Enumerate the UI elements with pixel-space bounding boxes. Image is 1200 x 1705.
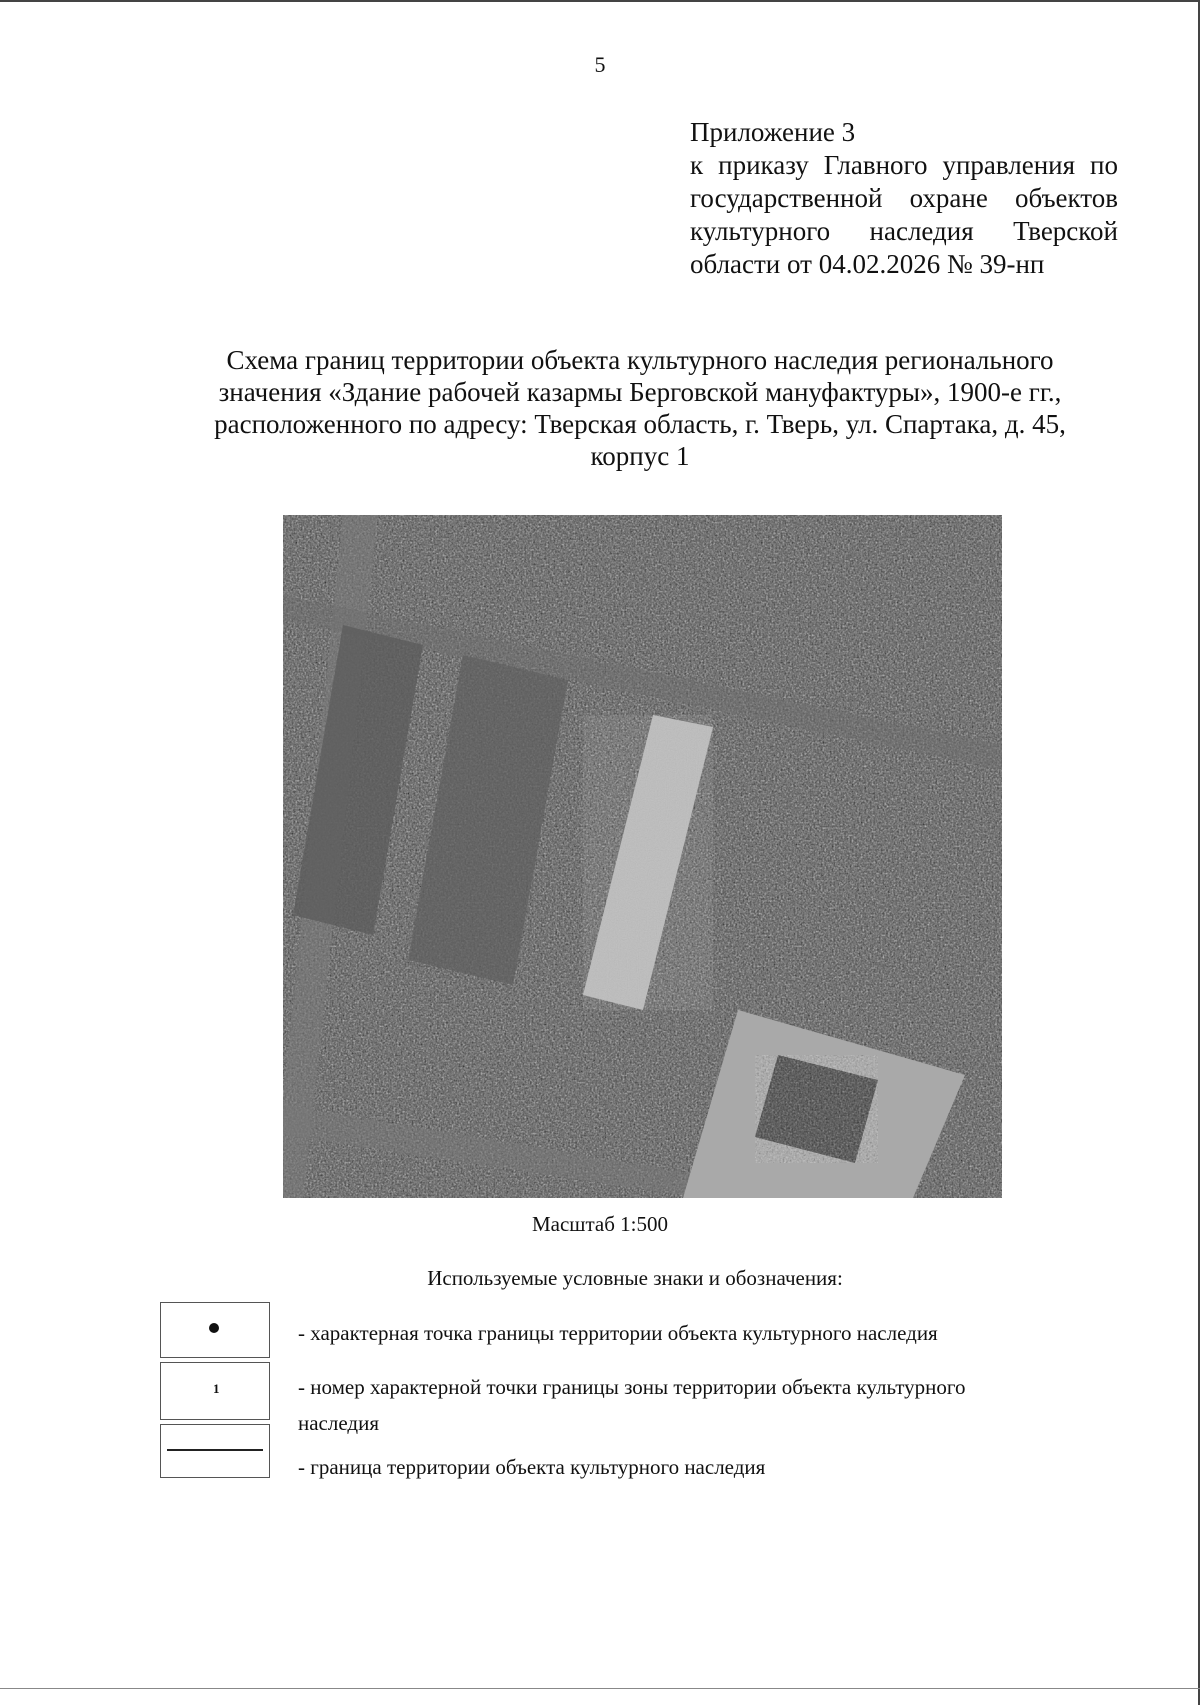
title-line: значения «Здание рабочей казармы Берговской мануфактуры», 1900-е гг., — [218, 377, 1062, 407]
legend-item-text: - характерная точка границы территории объекта культурного наследия — [298, 1321, 938, 1345]
dot-icon — [209, 1323, 219, 1333]
appendix-line: области от 04.02.2026 № 39-нп — [690, 249, 1045, 279]
appendix-line: к приказу Главного управления по — [690, 150, 1118, 180]
page-number: 5 — [594, 52, 606, 77]
appendix-title: Приложение 3 — [690, 117, 856, 147]
document-title — [180, 344, 1100, 472]
number-icon: 1 — [213, 1381, 220, 1396]
appendix-line: государственной охране объектов — [690, 183, 1118, 213]
page-border-top — [0, 0, 1200, 2]
title-line: расположенного по адресу: Тверская область, г. Тверь, ул. Спартака, д. 45, — [214, 409, 1066, 439]
legend-item-text: - номер характерной точки границы зоны территории объекта культурного — [298, 1375, 966, 1399]
legend-item-text: - граница территории объекта культурного наследия — [298, 1455, 766, 1479]
map-scale-label: Масштаб 1:500 — [531, 1212, 668, 1236]
appendix-block — [690, 116, 1118, 281]
legend-symbol-box — [160, 1302, 270, 1358]
title-line: корпус 1 — [590, 441, 690, 471]
title-line: Схема границ территории объекта культурного наследия регионального — [226, 345, 1054, 375]
line-icon — [167, 1449, 263, 1451]
page-border-bottom — [0, 1688, 1200, 1689]
appendix-line: культурного наследия Тверской — [690, 216, 1118, 246]
legend-symbol-box — [160, 1424, 270, 1478]
legend-symbol-box — [160, 1362, 270, 1420]
legend-item-text: наследия — [298, 1411, 379, 1435]
legend-title: Используемые условные знаки и обозначения: — [427, 1266, 843, 1290]
aerial-map-image — [283, 515, 1002, 1198]
